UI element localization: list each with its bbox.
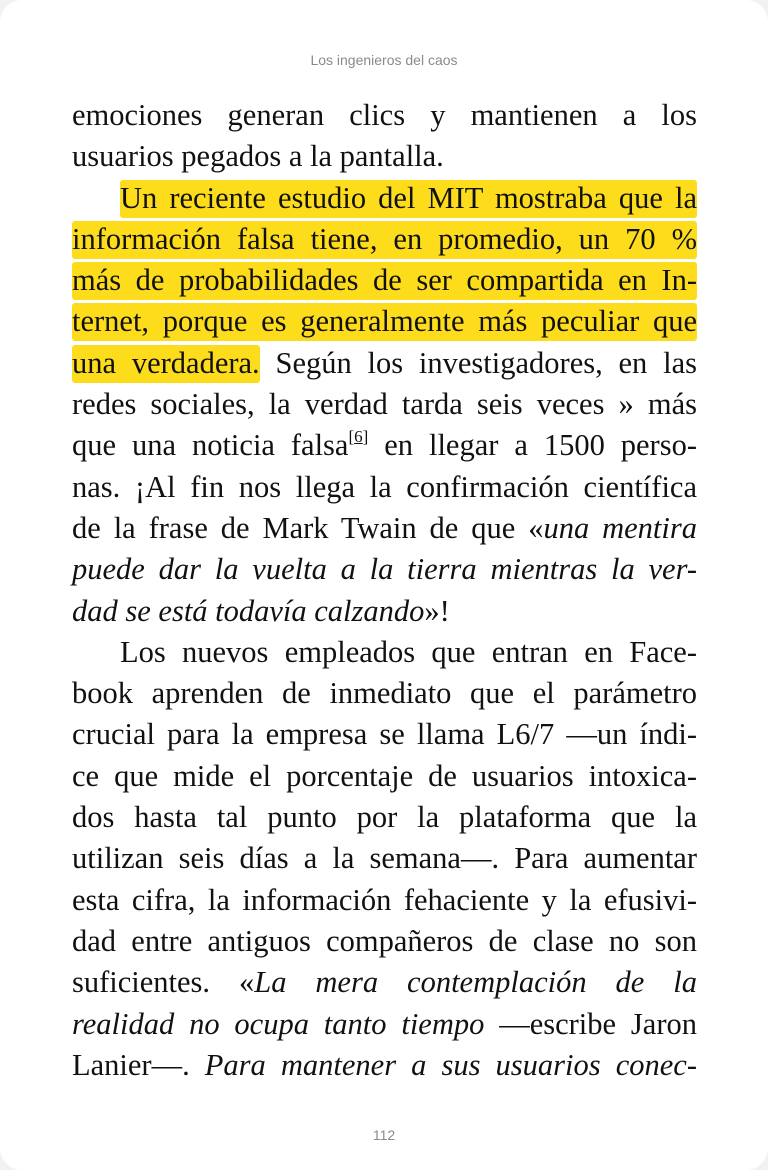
text-line: usuarios pegados a la pantalla. [72, 139, 444, 174]
text-line: redes sociales, la verdad tarda seis veces » más [72, 387, 697, 422]
text-line: ce que mide el porcentaje de usuarios intoxica- [72, 758, 697, 793]
text-line: dad entre antiguos compañeros de clase no son [72, 923, 697, 958]
footnote-link[interactable]: 6 [354, 427, 363, 447]
highlighted-line[interactable] [72, 260, 697, 301]
text-line: realidad no ocupa tanto tiempo —escribe Jaron [72, 1006, 697, 1041]
text-line: utilizan seis días a la semana—. Para aumentar [72, 841, 697, 876]
text-line: dad se está todavía calzando»! [72, 593, 450, 628]
text-line: crucial para la empresa se llama L6/7 —un índi- [72, 717, 697, 752]
page-body-text[interactable] [72, 95, 697, 1086]
highlighted-line[interactable] [72, 219, 697, 260]
highlight[interactable]: información falsa tiene, en promedio, un 70 % [72, 221, 697, 259]
highlight[interactable]: una verdadera. [72, 345, 260, 383]
text-line: una verdadera. Según los investigadores, en las [72, 343, 697, 384]
text-line: suficientes. «La mera contemplación de la [72, 965, 697, 1000]
text-line: emociones generan clics y mantienen a los [72, 98, 697, 132]
text-line: puede dar la vuelta a la tierra mientras la ver- [72, 552, 697, 587]
footnote-ref[interactable]: [6] [348, 427, 369, 447]
book-title-header: Los ingenieros del caos [310, 52, 458, 68]
page-number: 112 [372, 1127, 396, 1143]
text-line: esta cifra, la información fehaciente y la efusivi- [72, 882, 697, 917]
text-line: Los nuevos empleados que entran en Face- [120, 634, 697, 669]
text-line: de la frase de Mark Twain de que «una mentira [72, 510, 697, 545]
highlight[interactable]: ternet, porque es generalmente más peculiar que [72, 303, 697, 341]
highlight[interactable]: Un reciente estudio del MIT mostraba que la [120, 180, 697, 218]
text-line: que una noticia falsa[6] en llegar a 1500 perso- [72, 427, 697, 463]
text-line: book aprenden de inmediato que el parámetro [72, 676, 697, 711]
text-line: nas. ¡Al fin nos llega la confirmación científica [72, 469, 697, 504]
highlight[interactable]: más de probabilidades de ser compartida en In- [72, 262, 697, 300]
text-line: Lanier—. Para mantener a sus usuarios conec- [72, 1047, 697, 1082]
text-line: dos hasta tal punto por la plataforma que la [72, 800, 697, 835]
highlighted-line[interactable] [72, 301, 697, 342]
highlighted-line[interactable] [72, 178, 697, 219]
